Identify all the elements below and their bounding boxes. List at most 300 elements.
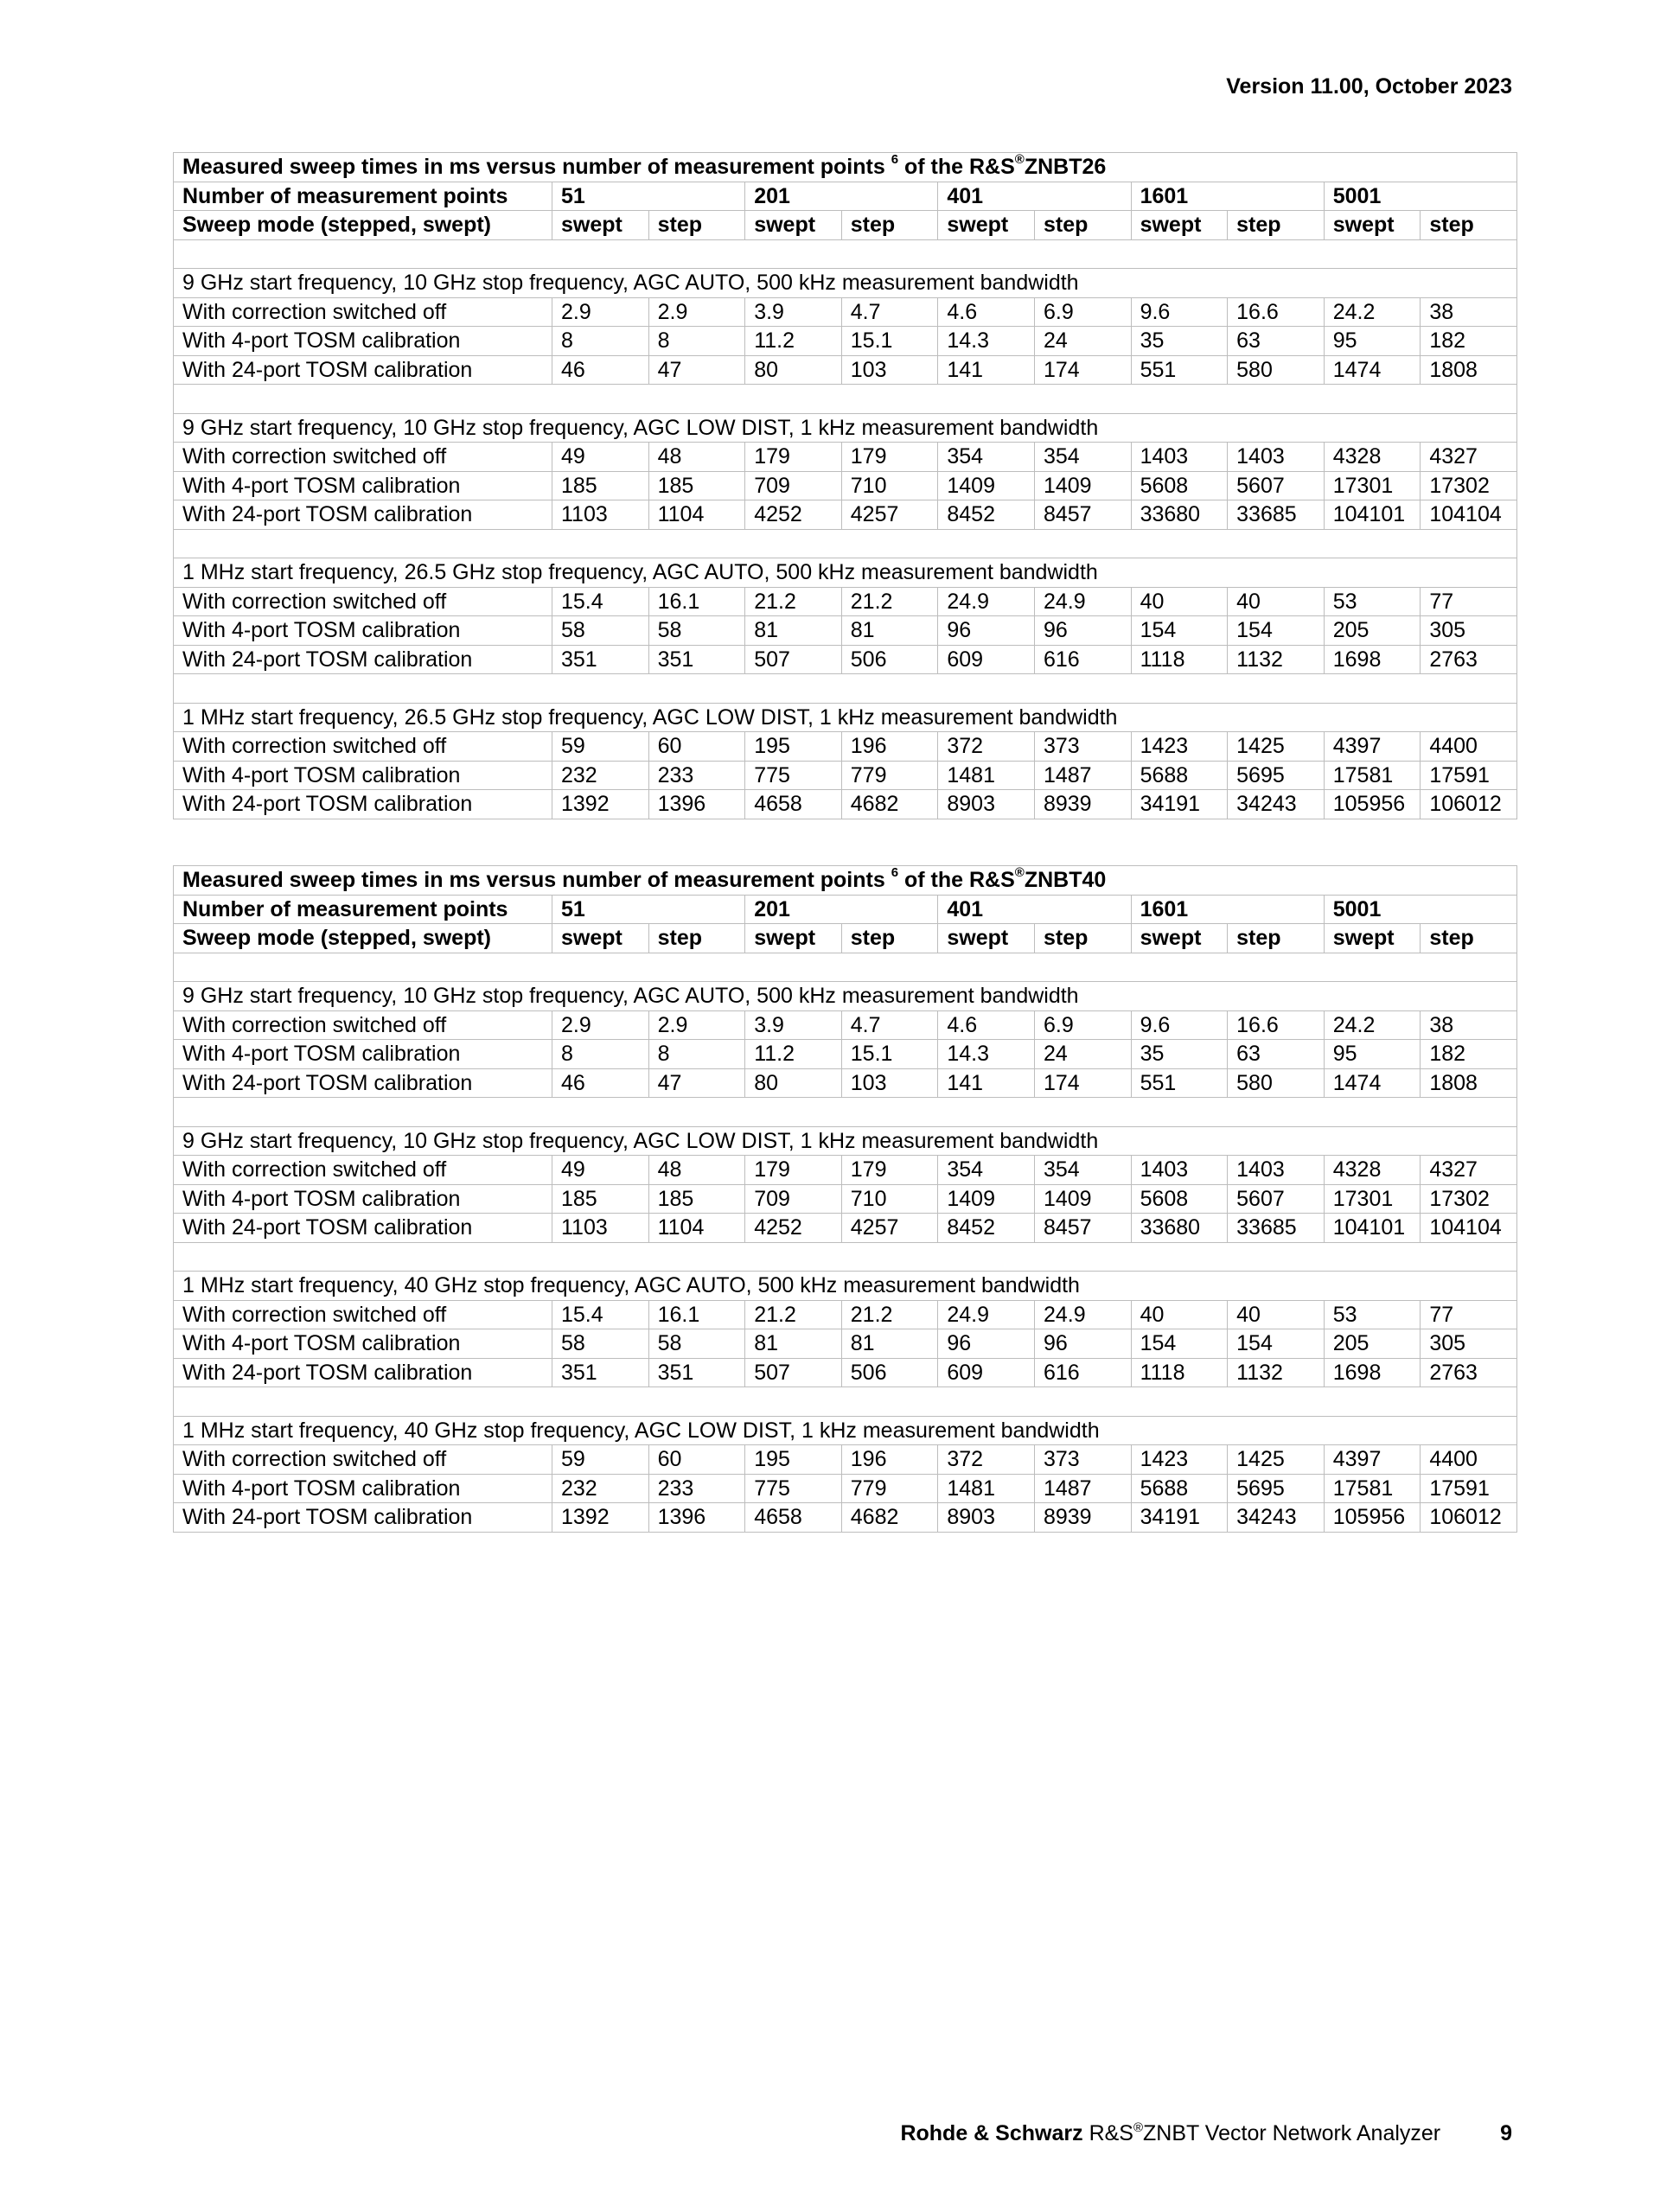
row-label: With 24-port TOSM calibration (174, 1358, 552, 1387)
table-cell: 1396 (648, 790, 745, 819)
table-title-row (174, 153, 1517, 182)
row-label: With correction switched off (174, 1300, 552, 1329)
footnote-marker: 6 (891, 152, 899, 168)
table-cell: 1118 (1131, 1358, 1228, 1387)
spacer-row (174, 1098, 1517, 1127)
mode-header-cell: swept (552, 211, 649, 240)
table-cell: 1425 (1228, 732, 1325, 762)
table-cell: 8939 (1034, 790, 1131, 819)
table-cell: 4397 (1324, 1445, 1421, 1475)
table-cell: 21.2 (745, 587, 842, 616)
table-cell: 506 (841, 645, 938, 674)
table-cell: 33680 (1131, 1214, 1228, 1243)
table-cell: 1409 (938, 1184, 1035, 1214)
table-cell: 1487 (1034, 761, 1131, 790)
table-cell: 33685 (1228, 500, 1325, 530)
mode-header-cell: swept (1131, 211, 1228, 240)
spacer-row (174, 1242, 1517, 1272)
table-cell: 8939 (1034, 1503, 1131, 1533)
table-cell: 58 (552, 616, 649, 646)
points-header-row (174, 182, 1517, 211)
table-cell: 195 (745, 1445, 842, 1475)
table-cell: 63 (1228, 1040, 1325, 1069)
table-cell: 17591 (1421, 1474, 1517, 1503)
table-cell: 34243 (1228, 1503, 1325, 1533)
table-row (174, 443, 1517, 472)
registered-mark: ® (1014, 152, 1025, 168)
table-cell: 5695 (1228, 761, 1325, 790)
table-cell: 106012 (1421, 1503, 1517, 1533)
condition-title: 1 MHz start frequency, 40 GHz stop frequency, AGC LOW DIST, 1 kHz measurement bandwidth (174, 1416, 1517, 1445)
table-cell: 710 (841, 1184, 938, 1214)
table-cell: 104104 (1421, 1214, 1517, 1243)
table-cell: 174 (1034, 1068, 1131, 1098)
table-cell: 232 (552, 1474, 649, 1503)
row-label: With correction switched off (174, 587, 552, 616)
table-cell: 17581 (1324, 1474, 1421, 1503)
table-cell: 1103 (552, 1214, 649, 1243)
table-cell: 48 (648, 443, 745, 472)
row-label: With 4-port TOSM calibration (174, 1474, 552, 1503)
table-row (174, 297, 1517, 327)
table-cell: 63 (1228, 327, 1325, 356)
table-cell: 1403 (1131, 1156, 1228, 1185)
table-row (174, 1474, 1517, 1503)
table-cell: 4327 (1421, 1156, 1517, 1185)
table-cell: 8452 (938, 500, 1035, 530)
table-cell: 24 (1034, 1040, 1131, 1069)
table-cell: 233 (648, 761, 745, 790)
table-title-brand: of the R&S (904, 155, 1015, 180)
table-cell: 232 (552, 761, 649, 790)
table-cell: 6.9 (1034, 1010, 1131, 1040)
table-cell: 4682 (841, 1503, 938, 1533)
mode-header-cell: step (841, 924, 938, 953)
table-cell: 372 (938, 732, 1035, 762)
mode-header-cell: step (841, 211, 938, 240)
table-cell: 21.2 (841, 1300, 938, 1329)
table-cell: 15.1 (841, 327, 938, 356)
table-cell: 40 (1131, 1300, 1228, 1329)
row-label: With correction switched off (174, 1445, 552, 1475)
table-cell: 16.6 (1228, 297, 1325, 327)
table-row (174, 1010, 1517, 1040)
version-header: Version 11.00, October 2023 (1226, 74, 1512, 99)
table-cell: 15.4 (552, 1300, 649, 1329)
table-cell: 4.6 (938, 1010, 1035, 1040)
table-cell: 1481 (938, 1474, 1035, 1503)
table-cell: 8 (648, 327, 745, 356)
table-cell: 372 (938, 1445, 1035, 1475)
points-header-cell: 401 (938, 182, 1131, 211)
table-cell: 373 (1034, 732, 1131, 762)
table-cell: 351 (552, 645, 649, 674)
table-cell: 4327 (1421, 443, 1517, 472)
table-cell: 354 (938, 1156, 1035, 1185)
table-row (174, 1184, 1517, 1214)
points-header-row (174, 895, 1517, 924)
table-cell: 616 (1034, 1358, 1131, 1387)
spacer-cell (174, 1098, 1517, 1127)
table-cell: 4257 (841, 1214, 938, 1243)
table-cell: 21.2 (841, 587, 938, 616)
spacer-cell (174, 953, 1517, 982)
table-title-text: Measured sweep times in ms versus number of measurement points (182, 868, 885, 893)
table-cell: 185 (552, 471, 649, 500)
table-cell: 179 (745, 1156, 842, 1185)
table-cell: 5608 (1131, 1184, 1228, 1214)
row-label: With correction switched off (174, 1156, 552, 1185)
table-cell: 3.9 (745, 1010, 842, 1040)
table-cell: 305 (1421, 616, 1517, 646)
table-row (174, 1068, 1517, 1098)
row-label: With 4-port TOSM calibration (174, 761, 552, 790)
table-cell: 373 (1034, 1445, 1131, 1475)
table-cell: 233 (648, 1474, 745, 1503)
table-cell: 14.3 (938, 1040, 1035, 1069)
table-cell: 38 (1421, 1010, 1517, 1040)
table-cell: 1481 (938, 761, 1035, 790)
condition-row (174, 703, 1517, 732)
table-title-row (174, 866, 1517, 896)
table-cell: 11.2 (745, 327, 842, 356)
table-cell: 775 (745, 1474, 842, 1503)
table-cell: 21.2 (745, 1300, 842, 1329)
table-cell: 3.9 (745, 297, 842, 327)
table-cell: 15.4 (552, 587, 649, 616)
row-label: With 24-port TOSM calibration (174, 355, 552, 385)
table-cell: 1403 (1228, 443, 1325, 472)
footer-company: Rohde & Schwarz (900, 2121, 1083, 2145)
mode-header-cell: swept (1324, 924, 1421, 953)
table-cell: 2.9 (552, 1010, 649, 1040)
table-cell: 81 (841, 1329, 938, 1359)
table-cell: 105956 (1324, 790, 1421, 819)
table-cell: 4658 (745, 1503, 842, 1533)
table-cell: 33685 (1228, 1214, 1325, 1243)
table-cell: 14.3 (938, 327, 1035, 356)
table-cell: 351 (648, 1358, 745, 1387)
table-title (174, 153, 1517, 182)
table-cell: 95 (1324, 1040, 1421, 1069)
table-cell: 4397 (1324, 732, 1421, 762)
sweep-times-table-znbt26 (173, 152, 1517, 819)
table-cell: 182 (1421, 327, 1517, 356)
points-header-cell: 5001 (1324, 182, 1516, 211)
table-cell: 77 (1421, 587, 1517, 616)
condition-row (174, 1416, 1517, 1445)
table-cell: 154 (1228, 616, 1325, 646)
table-cell: 53 (1324, 1300, 1421, 1329)
footer-registered-mark: ® (1133, 2120, 1144, 2135)
table-cell: 40 (1131, 587, 1228, 616)
spacer-cell (174, 674, 1517, 704)
row-label: With 24-port TOSM calibration (174, 1068, 552, 1098)
table-cell: 8903 (938, 1503, 1035, 1533)
table-cell: 354 (1034, 1156, 1131, 1185)
row-label: With 24-port TOSM calibration (174, 500, 552, 530)
condition-row (174, 1272, 1517, 1301)
table-cell: 80 (745, 355, 842, 385)
table-cell: 2.9 (648, 1010, 745, 1040)
row-label: With 24-port TOSM calibration (174, 1503, 552, 1533)
table-cell: 16.1 (648, 587, 745, 616)
mode-header-cell: step (1228, 211, 1325, 240)
table-cell: 354 (938, 443, 1035, 472)
table-cell: 80 (745, 1068, 842, 1098)
table-cell: 1104 (648, 500, 745, 530)
table-cell: 4328 (1324, 1156, 1421, 1185)
table-cell: 24.2 (1324, 1010, 1421, 1040)
table-cell: 104101 (1324, 1214, 1421, 1243)
table-cell: 1409 (1034, 1184, 1131, 1214)
table-row (174, 616, 1517, 646)
mode-header-cell: step (648, 211, 745, 240)
table-cell: 103 (841, 355, 938, 385)
table-row (174, 355, 1517, 385)
table-cell: 35 (1131, 327, 1228, 356)
table-row (174, 500, 1517, 530)
table-cell: 60 (648, 732, 745, 762)
table-title (174, 866, 1517, 896)
table-cell: 1403 (1228, 1156, 1325, 1185)
table-cell: 17302 (1421, 1184, 1517, 1214)
sweep-times-table-znbt40 (173, 865, 1517, 1533)
table-row (174, 1040, 1517, 1069)
table-cell: 4.6 (938, 297, 1035, 327)
spacer-cell (174, 1387, 1517, 1417)
footer-product: ZNBT Vector Network Analyzer (1143, 2121, 1441, 2145)
spacer-row (174, 953, 1517, 982)
table-cell: 24.2 (1324, 297, 1421, 327)
condition-row (174, 982, 1517, 1011)
table-row (174, 645, 1517, 674)
mode-header-row (174, 211, 1517, 240)
table-cell: 609 (938, 1358, 1035, 1387)
table-cell: 2.9 (648, 297, 745, 327)
table-cell: 1474 (1324, 355, 1421, 385)
table-cell: 5607 (1228, 1184, 1325, 1214)
table-cell: 195 (745, 732, 842, 762)
spacer-cell (174, 239, 1517, 269)
table-cell: 205 (1324, 616, 1421, 646)
condition-row (174, 558, 1517, 588)
table-cell: 95 (1324, 327, 1421, 356)
table-cell: 174 (1034, 355, 1131, 385)
table-cell: 2763 (1421, 645, 1517, 674)
table-cell: 4400 (1421, 732, 1517, 762)
page-number: 9 (1500, 2121, 1512, 2145)
table-cell: 59 (552, 1445, 649, 1475)
table-row (174, 1358, 1517, 1387)
mode-label: Sweep mode (stepped, swept) (174, 924, 552, 953)
mode-header-cell: swept (552, 924, 649, 953)
table-cell: 105956 (1324, 1503, 1421, 1533)
table-cell: 1474 (1324, 1068, 1421, 1098)
table-cell: 24 (1034, 327, 1131, 356)
row-label: With correction switched off (174, 297, 552, 327)
table-title-model: ZNBT40 (1024, 868, 1107, 893)
table-cell: 775 (745, 761, 842, 790)
table-cell: 4252 (745, 500, 842, 530)
table-cell: 580 (1228, 1068, 1325, 1098)
table-row (174, 1214, 1517, 1243)
mode-header-cell: swept (1131, 924, 1228, 953)
spacer-cell (174, 385, 1517, 414)
table-row (174, 587, 1517, 616)
table-cell: 205 (1324, 1329, 1421, 1359)
table-row (174, 1300, 1517, 1329)
table-cell: 9.6 (1131, 297, 1228, 327)
mode-label: Sweep mode (stepped, swept) (174, 211, 552, 240)
table-cell: 8903 (938, 790, 1035, 819)
table-cell: 1423 (1131, 1445, 1228, 1475)
registered-mark: ® (1014, 865, 1025, 881)
table-cell: 779 (841, 1474, 938, 1503)
mode-header-cell: step (1421, 211, 1517, 240)
table-cell: 4.7 (841, 297, 938, 327)
table-row (174, 790, 1517, 819)
table-cell: 8452 (938, 1214, 1035, 1243)
table-cell: 8457 (1034, 1214, 1131, 1243)
table-cell: 5607 (1228, 471, 1325, 500)
table-cell: 8457 (1034, 500, 1131, 530)
table-cell: 1392 (552, 1503, 649, 1533)
table-cell: 709 (745, 1184, 842, 1214)
table-cell: 49 (552, 1156, 649, 1185)
points-header-cell: 201 (745, 895, 938, 924)
table-cell: 34191 (1131, 790, 1228, 819)
row-label: With 4-port TOSM calibration (174, 327, 552, 356)
mode-header-cell: swept (745, 924, 842, 953)
table-cell: 4400 (1421, 1445, 1517, 1475)
table-cell: 196 (841, 732, 938, 762)
spacer-cell (174, 1242, 1517, 1272)
table-cell: 4682 (841, 790, 938, 819)
table-cell: 59 (552, 732, 649, 762)
row-label: With correction switched off (174, 732, 552, 762)
table-cell: 104101 (1324, 500, 1421, 530)
points-header-cell: 51 (552, 895, 745, 924)
table-cell: 305 (1421, 1329, 1517, 1359)
table-cell: 1425 (1228, 1445, 1325, 1475)
points-header-cell: 1601 (1131, 895, 1324, 924)
mode-header-cell: swept (745, 211, 842, 240)
table-cell: 49 (552, 443, 649, 472)
spacer-row (174, 674, 1517, 704)
points-label: Number of measurement points (174, 182, 552, 211)
spacer-row (174, 385, 1517, 414)
mode-header-cell: step (1228, 924, 1325, 953)
points-header-cell: 51 (552, 182, 745, 211)
table-cell: 179 (841, 443, 938, 472)
table-cell: 9.6 (1131, 1010, 1228, 1040)
mode-header-cell: step (648, 924, 745, 953)
table-cell: 580 (1228, 355, 1325, 385)
table-cell: 58 (552, 1329, 649, 1359)
condition-title: 1 MHz start frequency, 40 GHz stop frequency, AGC AUTO, 500 kHz measurement bandwidth (174, 1272, 1517, 1301)
table-cell: 17301 (1324, 471, 1421, 500)
table-cell: 58 (648, 1329, 745, 1359)
table-cell: 4.7 (841, 1010, 938, 1040)
row-label: With 24-port TOSM calibration (174, 1214, 552, 1243)
table-cell: 709 (745, 471, 842, 500)
table-cell: 5608 (1131, 471, 1228, 500)
mode-header-cell: step (1034, 211, 1131, 240)
table-cell: 182 (1421, 1040, 1517, 1069)
points-header-cell: 401 (938, 895, 1131, 924)
table-cell: 1808 (1421, 355, 1517, 385)
table-cell: 8 (552, 1040, 649, 1069)
table-cell: 4328 (1324, 443, 1421, 472)
table-cell: 4658 (745, 790, 842, 819)
table-cell: 1392 (552, 790, 649, 819)
table-cell: 103 (841, 1068, 938, 1098)
table-cell: 53 (1324, 587, 1421, 616)
table-cell: 34191 (1131, 1503, 1228, 1533)
mode-header-cell: swept (938, 924, 1035, 953)
row-label: With 4-port TOSM calibration (174, 616, 552, 646)
table-cell: 1698 (1324, 1358, 1421, 1387)
table-cell: 5688 (1131, 1474, 1228, 1503)
condition-title: 9 GHz start frequency, 10 GHz stop frequency, AGC AUTO, 500 kHz measurement bandwidth (174, 269, 1517, 298)
mode-header-cell: step (1421, 924, 1517, 953)
table-cell: 1104 (648, 1214, 745, 1243)
mode-header-cell: swept (1324, 211, 1421, 240)
table-cell: 779 (841, 761, 938, 790)
table-cell: 710 (841, 471, 938, 500)
table-cell: 1423 (1131, 732, 1228, 762)
table-cell: 47 (648, 1068, 745, 1098)
table-cell: 17301 (1324, 1184, 1421, 1214)
table-cell: 185 (648, 1184, 745, 1214)
table-cell: 34243 (1228, 790, 1325, 819)
table-cell: 1409 (1034, 471, 1131, 500)
table-cell: 104104 (1421, 500, 1517, 530)
table-cell: 351 (648, 645, 745, 674)
table-cell: 1698 (1324, 645, 1421, 674)
condition-title: 9 GHz start frequency, 10 GHz stop frequency, AGC LOW DIST, 1 kHz measurement bandwidth (174, 413, 1517, 443)
table-cell: 154 (1228, 1329, 1325, 1359)
table-cell: 1118 (1131, 645, 1228, 674)
table-cell: 35 (1131, 1040, 1228, 1069)
table-cell: 1132 (1228, 645, 1325, 674)
table-cell: 2763 (1421, 1358, 1517, 1387)
condition-row (174, 269, 1517, 298)
table-cell: 48 (648, 1156, 745, 1185)
condition-row (174, 1126, 1517, 1156)
condition-title: 1 MHz start frequency, 26.5 GHz stop frequency, AGC LOW DIST, 1 kHz measurement bandwidth (174, 703, 1517, 732)
table-cell: 141 (938, 1068, 1035, 1098)
table-cell: 40 (1228, 587, 1325, 616)
table-cell: 1403 (1131, 443, 1228, 472)
table-cell: 154 (1131, 616, 1228, 646)
table-row (174, 1503, 1517, 1533)
condition-title: 9 GHz start frequency, 10 GHz stop frequency, AGC LOW DIST, 1 kHz measurement bandwidth (174, 1126, 1517, 1156)
points-header-cell: 201 (745, 182, 938, 211)
table-cell: 4252 (745, 1214, 842, 1243)
table-cell: 1409 (938, 471, 1035, 500)
table-cell: 1487 (1034, 1474, 1131, 1503)
points-header-cell: 5001 (1324, 895, 1516, 924)
table-row (174, 1445, 1517, 1475)
table-row (174, 761, 1517, 790)
table-cell: 24.9 (1034, 587, 1131, 616)
table-cell: 507 (745, 645, 842, 674)
table-cell: 77 (1421, 1300, 1517, 1329)
table-cell: 38 (1421, 297, 1517, 327)
points-label: Number of measurement points (174, 895, 552, 924)
